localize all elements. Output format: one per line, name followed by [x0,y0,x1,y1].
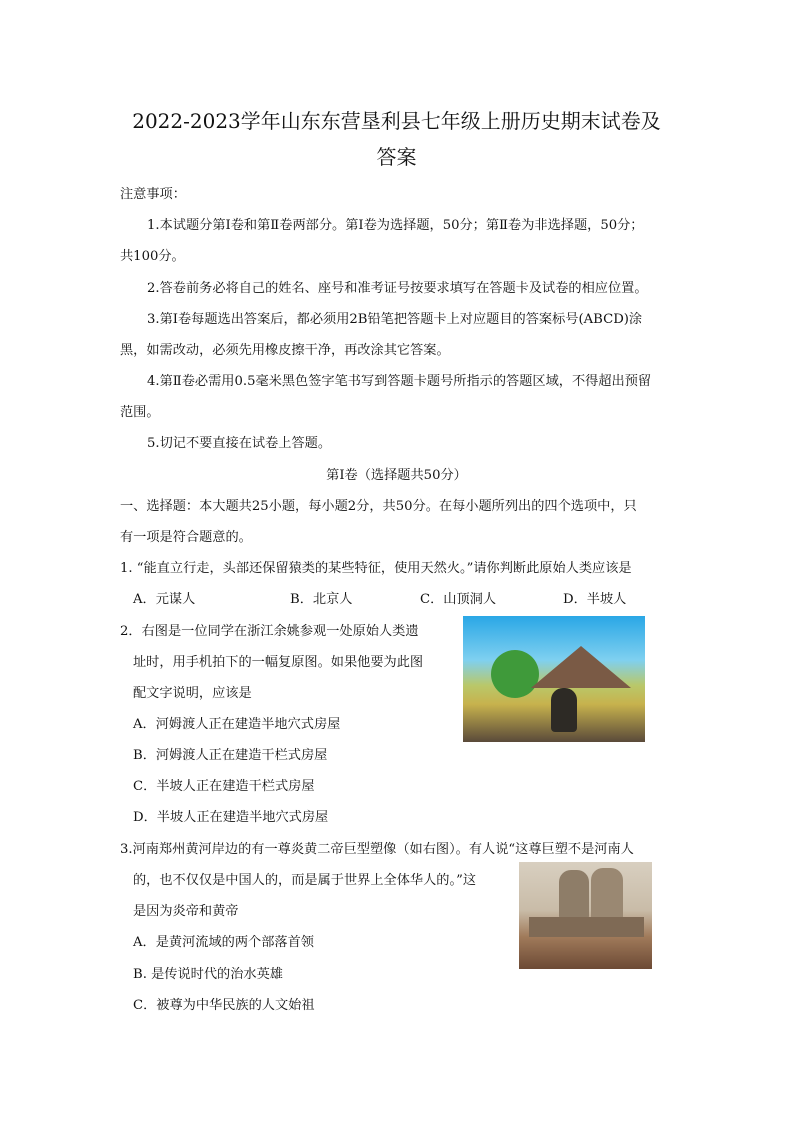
photo-statue-head [591,868,623,922]
q2-option-d: D．半坡人正在建造半地穴式房屋 [133,810,329,825]
q3-stem: 的，也不仅仅是中国人的，而是属于世界上全体华人的。”这 [133,873,477,888]
q2-stem: 配文字说明，应该是 [133,686,252,701]
q1-stem: 1. “能直立行走，头部还保留猿类的某些特征，使用天然火。”请你判断此原始人类应该是 [120,561,632,576]
q1-option-a: A．元谋人 [133,592,196,607]
q1-option-b: B．北京人 [290,592,353,607]
q2-photo-stilt-house [463,616,645,742]
notice-line: 3.第Ⅰ卷每题选出答案后，都必须用2B铅笔把答题卡上对应题目的答案标号(ABCD)涂 [147,312,643,327]
notice-line: 2.答卷前务必将自己的姓名、座号和准考证号按要求填写在答题卡及试卷的相应位置。 [147,281,648,296]
q2-option-a: A．河姆渡人正在建造半地穴式房屋 [133,717,341,732]
doc-title-line2: 答案 [376,145,417,169]
notice-line: 4.第Ⅱ卷必需用0.5毫米黑色签字笔书写到答题卡题号所指示的答题区域，不得超出预留 [147,374,652,389]
photo-hut [531,646,631,688]
q2-option-b: B．河姆渡人正在建造干栏式房屋 [133,748,328,763]
q3-stem: 3.河南郑州黄河岸边的有一尊炎黄二帝巨型塑像（如右图）。有人说“这尊巨塑不是河南人 [120,842,634,857]
q2-option-c: C．半坡人正在建造干栏式房屋 [133,779,315,794]
q1-option-c: C．山顶洞人 [420,592,497,607]
q1-option-d: D．半坡人 [563,592,627,607]
section-intro: 一、选择题：本大题共25小题，每小题2分，共50分。在每小题所列出的四个选项中，只 [120,499,637,514]
notice-line: 1.本试题分第Ⅰ卷和第Ⅱ卷两部分。第Ⅰ卷为选择题，50分；第Ⅱ卷为非选择题，50分； [147,218,644,233]
q3-stem: 是因为炎帝和黄帝 [133,904,239,919]
notice-line: 5.切记不要直接在试卷上答题。 [147,436,332,451]
notice-line: 黑，如需改动，必须先用橡皮擦干净，再改涂其它答案。 [120,343,450,358]
section-heading: 第Ⅰ卷（选择题共50分） [326,468,467,483]
q3-option-c: C．被尊为中华民族的人文始祖 [133,998,315,1013]
q2-stem: 址时，用手机拍下的一幅复原图。如果他要为此图 [133,655,424,670]
notice-line: 范围。 [120,405,160,420]
q3-photo-yan-huang-statue [519,862,652,969]
photo-statue [551,688,577,732]
photo-statue-base [529,917,644,937]
notice-heading: 注意事项： [120,187,186,202]
q3-option-a: A．是黄河流域的两个部落首领 [133,935,314,950]
notice-line: 共100分。 [120,249,185,264]
doc-title-line1: 2022-2023学年山东东营垦利县七年级上册历史期末试卷及 [132,109,661,133]
photo-statue-head [559,870,589,920]
q2-stem: 2．右图是一位同学在浙江余姚参观一处原始人类遗 [120,624,419,639]
section-intro: 有一项是符合题意的。 [120,530,252,545]
q3-option-b: B. 是传说时代的治水英雄 [133,967,283,982]
